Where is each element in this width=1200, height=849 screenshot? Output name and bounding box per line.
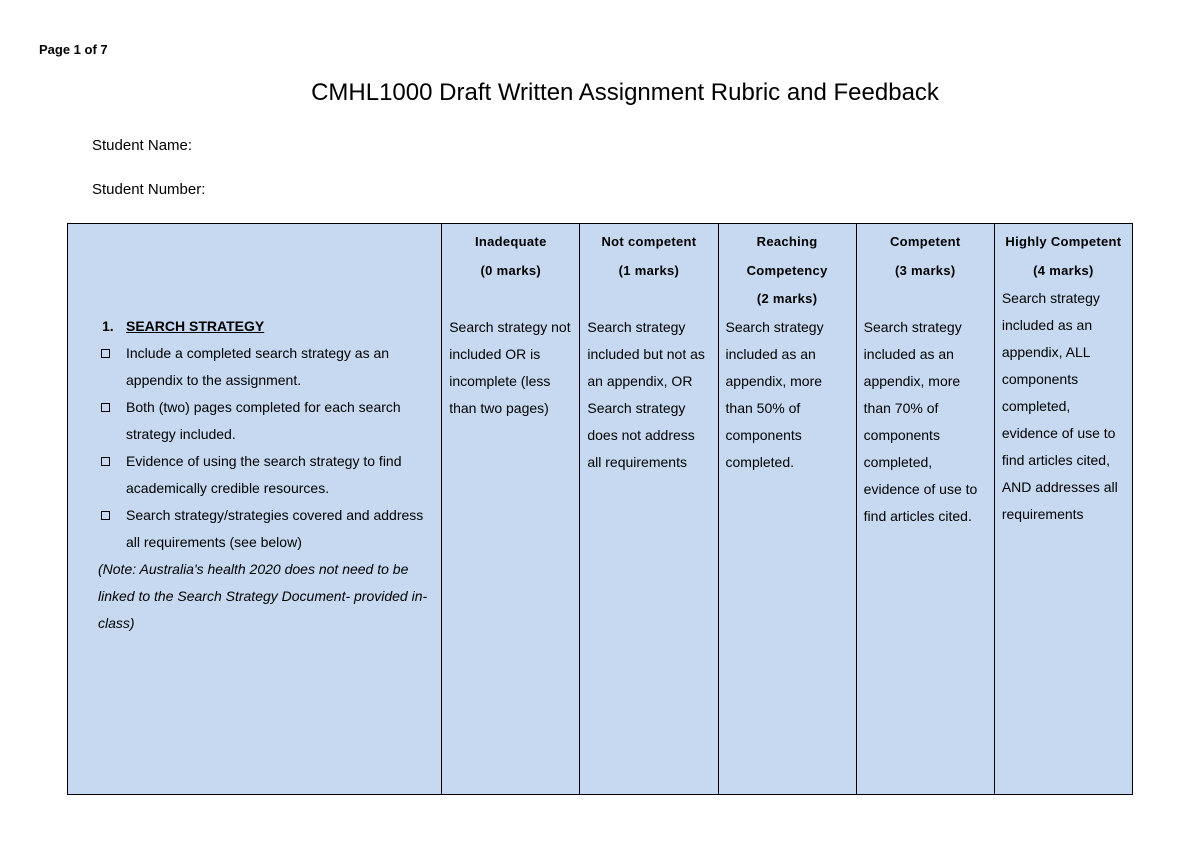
criterion-number: 1.	[102, 318, 114, 334]
level-name: Reaching Competency	[746, 234, 828, 278]
requirement-item: Include a completed search strategy as an appendix to the assignment.	[98, 340, 434, 394]
level-name: Inadequate	[474, 234, 547, 249]
level-description: Search strategy included but not as an appendix, OR Search strategy does not address all requirements	[587, 318, 705, 470]
level-header	[864, 228, 987, 314]
level-cell-inadequate	[442, 224, 580, 795]
level-description: Search strategy included as an appendix, ALL components completed, evidence of use to find articles cited, AND addresses all requirements	[1001, 290, 1118, 522]
level-cell-reaching-competency	[718, 224, 856, 795]
level-description: Search strategy included as an appendix, more than 70% of components completed, evidence of use to find articles cited.	[863, 318, 978, 524]
level-marks: (2 marks)	[756, 291, 818, 306]
document-title: CMHL1000 Draft Written Assignment Rubric and Feedback	[311, 79, 939, 106]
criterion-title: 1. SEARCH STRATEGY	[102, 313, 434, 340]
checkbox-icon	[101, 349, 110, 358]
level-name: Not competent	[601, 234, 697, 249]
rubric-table	[67, 223, 1133, 795]
criterion-note: (Note: Australia's health 2020 does not need to be linked to the Search Strategy Document- provided in-class)	[98, 561, 428, 631]
level-description: Search strategy not included OR is incomplete (less than two pages)	[449, 318, 571, 416]
checkbox-icon	[101, 457, 110, 466]
level-header	[726, 228, 849, 314]
requirements-list	[98, 340, 434, 556]
level-name: Highly Competent	[1005, 234, 1122, 249]
level-cell-not-competent	[580, 224, 718, 795]
student-name-label: Student Name:	[92, 137, 193, 154]
checkbox-icon	[101, 511, 110, 520]
rubric-row	[68, 224, 1133, 795]
level-header	[1002, 228, 1125, 285]
level-marks: (0 marks)	[480, 262, 542, 278]
level-cell-competent	[856, 224, 994, 795]
level-marks: (4 marks)	[1033, 262, 1094, 278]
level-header	[587, 228, 710, 314]
level-header	[449, 228, 572, 314]
level-name: Competent	[889, 234, 961, 249]
requirement-item: Evidence of using the search strategy to find academically credible resources.	[98, 448, 434, 502]
criterion-cell	[68, 224, 442, 795]
requirement-item: Both (two) pages completed for each search strategy included.	[98, 394, 434, 448]
checkbox-icon	[101, 403, 110, 412]
level-marks: (3 marks)	[894, 262, 956, 278]
level-cell-highly-competent	[994, 224, 1132, 795]
level-marks: (1 marks)	[618, 262, 680, 278]
requirement-item: Search strategy/strategies covered and address all requirements (see below)	[98, 502, 434, 556]
page-number: Page 1 of 7	[39, 42, 108, 57]
level-description: Search strategy included as an appendix, more than 50% of components completed.	[725, 318, 824, 470]
student-number-label: Student Number:	[92, 181, 206, 198]
